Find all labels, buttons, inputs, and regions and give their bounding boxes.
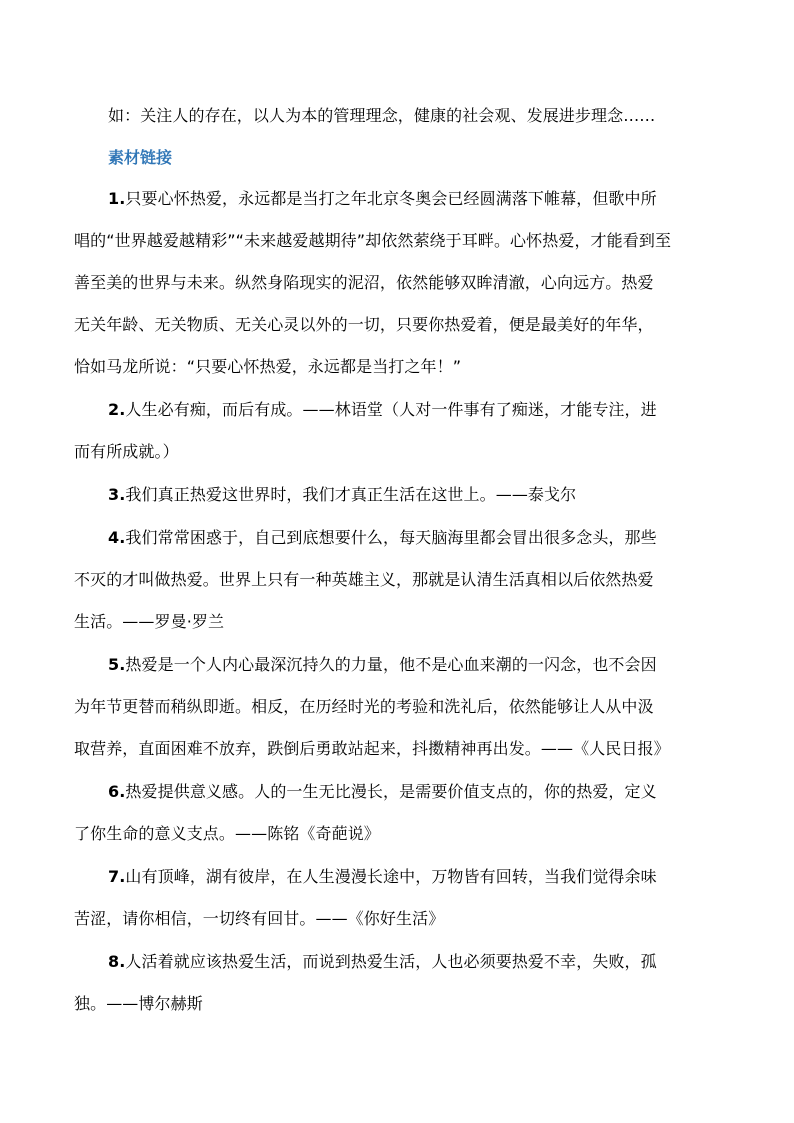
item-2-number: 2. [108,400,126,419]
item-3-number: 3. [108,485,126,504]
section-heading: 素材链接 [108,148,173,167]
item-8-number: 8. [108,952,126,971]
item-1-text: 只要心怀热爱，永远都是当打之年北京冬奥会已经圆满落下帷幕，但歌中所 [125,189,657,208]
item-7-line-1 [108,866,728,888]
item-5-line-3: 取营养，直面困难不放弃，跌倒后勇敢站起来，抖擞精神再出发。——《人民日报》 [74,739,670,758]
item-2-line-1 [108,399,728,421]
item-6-line-1 [108,781,728,803]
item-4-line-2: 不灭的才叫做热爱。世界上只有一种英雄主义，那就是认清生活真相以后依然热爱 [74,570,654,589]
item-1-line-4: 无关年龄、无关物质、无关心灵以外的一切，只要你热爱着，便是最美好的年华， [74,315,654,334]
item-8-line-2: 独。——博尔赫斯 [74,994,203,1013]
item-3-line-1 [108,484,728,506]
item-3-text: 我们真正热爱这世界时，我们才真正生活在这世上。——泰戈尔 [125,485,577,504]
intro-paragraph: 如：关注人的存在，以人为本的管理理念，健康的社会观、发展进步理念…… [108,106,656,125]
item-4-line-3: 生活。——罗曼·罗兰 [74,612,225,631]
item-1-line-3: 善至美的世界与未来。纵然身陷现实的泥沼，依然能够双眸清澈，心向远方。热爱 [74,273,654,292]
item-6-text: 热爱提供意义感。人的一生无比漫长，是需要价值支点的，你的热爱，定义 [125,782,657,801]
item-8-text: 人活着就应该热爱生活，而说到热爱生活，人也必须要热爱不幸，失败，孤 [125,952,657,971]
item-4-text: 我们常常困惑于，自己到底想要什么，每天脑海里都会冒出很多念头，那些 [125,528,657,547]
item-4-line-1 [108,527,728,549]
item-2-line-2: 而有所成就。） [74,442,179,461]
item-7-line-2: 苦涩，请你相信，一切终有回甘。——《你好生活》 [74,909,445,928]
item-2-text: 人生必有痴，而后有成。——林语堂（人对一件事有了痴迷，才能专注，进 [125,400,657,419]
item-1-line-2: 唱的“世界越爱越精彩”“未来越爱越期待”却依然萦绕于耳畔。心怀热爱，才能看到至 [74,231,672,250]
item-1-line-1 [108,188,728,210]
item-1-number: 1. [108,189,126,208]
item-5-line-1 [108,654,728,676]
item-5-text: 热爱是一个人内心最深沉持久的力量，他不是心血来潮的一闪念，也不会因 [125,655,657,674]
item-7-text: 山有顶峰，湖有彼岸，在人生漫漫长途中，万物皆有回转，当我们觉得余味 [125,867,657,886]
item-6-number: 6. [108,782,126,801]
item-4-number: 4. [108,528,126,547]
item-7-number: 7. [108,867,126,886]
item-1-line-5: 恰如马龙所说：“只要心怀热爱，永远都是当打之年！” [74,357,462,376]
item-8-line-1 [108,951,728,973]
item-6-line-2: 了你生命的意义支点。——陈铭《奇葩说》 [74,824,380,843]
item-5-number: 5. [108,655,126,674]
item-5-line-2: 为年节更替而稍纵即逝。相反，在历经时光的考验和洗礼后，依然能够让人从中汲 [74,697,654,716]
